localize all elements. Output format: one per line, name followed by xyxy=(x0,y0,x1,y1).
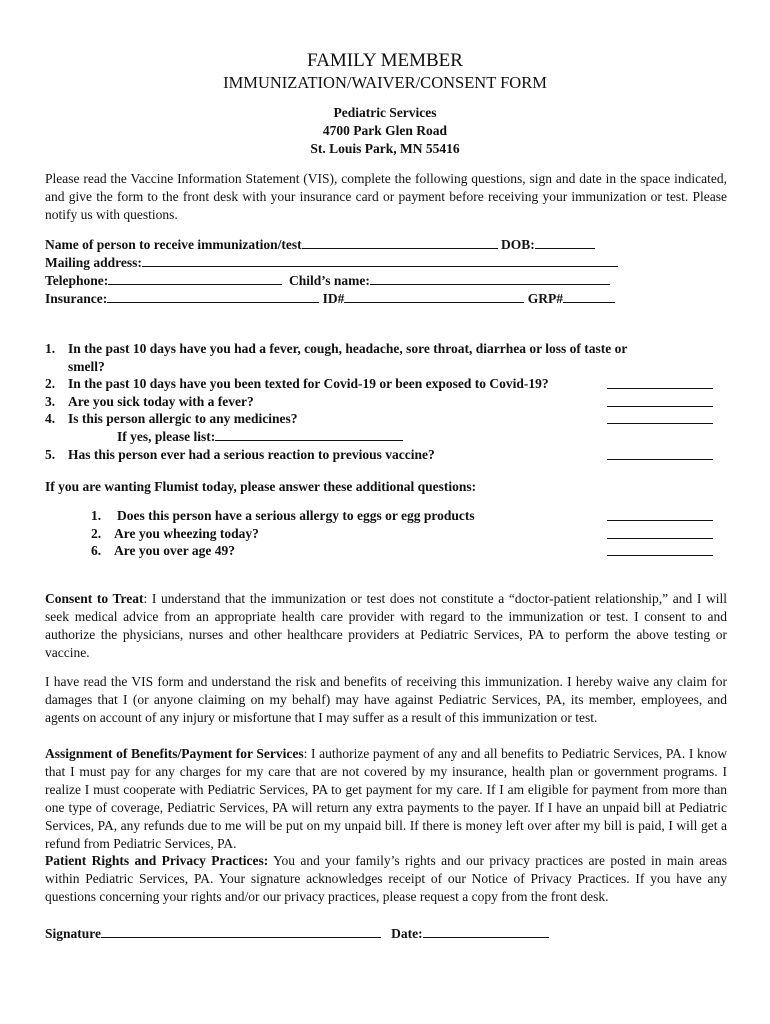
org-name: Pediatric Services xyxy=(333,105,437,120)
telephone-label: Telephone: xyxy=(45,273,109,288)
flumist-question-1: 1. Does this person have a serious allergy to eggs or egg products xyxy=(91,508,475,523)
consent-label: Consent to Treat xyxy=(45,591,144,606)
id-label: ID# xyxy=(322,291,345,306)
waiver-paragraph: I have read the VIS form and understand the risk and benefits of receiving this immunization. I hereby waive any claim for damages that I (or anyone claiming on my behalf) may have against Pediatric Services, PA, its member, employees, and agents on account of any injury or misfortune that I may suffer as a result of this immunization or test. xyxy=(45,674,727,725)
name-label: Name of person to receive immunization/test xyxy=(45,237,302,252)
intro-paragraph: Please read the Vaccine Information Statement (VIS), complete the following questions, sign and date in the space indicated, and give the form to the front desk with your insurance card or payment before receiving your immunization or test. Please notify us with questions. xyxy=(45,171,727,222)
org-city: St. Louis Park, MN 55416 xyxy=(310,141,460,156)
flumist-question-2-answer[interactable] xyxy=(607,526,713,539)
flumist-question-1-answer[interactable] xyxy=(607,508,713,521)
question-5-answer[interactable] xyxy=(607,447,713,460)
assignment-label: Assignment of Benefits/Payment for Services xyxy=(45,746,304,761)
allergy-list-input[interactable] xyxy=(215,428,403,441)
question-1-continued: smell? xyxy=(68,359,105,374)
child-name-label: Child’s name: xyxy=(289,273,370,288)
question-3: 3. Are you sick today with a fever? xyxy=(45,394,254,409)
signature-row xyxy=(45,925,549,943)
allergy-list-label: If yes, please list: xyxy=(117,429,216,444)
form-title: FAMILY MEMBER xyxy=(307,50,463,71)
privacy-paragraph: Patient Rights and Privacy Practices: You and your family’s rights and our privacy practices are posted in main areas within Pediatric Services, PA. Your signature acknowledges receipt of our Notice of Privacy Practices. If you have any questions concerning your rights and/or our privacy practices, please request a copy from the front desk. xyxy=(45,853,728,904)
question-1: 1. In the past 10 days have you had a fever, cough, headache, sore throat, diarrhea or loss of taste or xyxy=(45,341,628,356)
child-name-input[interactable] xyxy=(370,272,610,285)
signature-label: Signature xyxy=(45,926,102,941)
signature-input[interactable] xyxy=(101,925,381,938)
address-label: Mailing address: xyxy=(45,255,142,270)
flumist-heading: If you are wanting Flumist today, please answer these additional questions: xyxy=(45,479,477,494)
name-field-row xyxy=(45,236,595,254)
form-subtitle: IMMUNIZATION/WAIVER/CONSENT FORM xyxy=(223,73,547,92)
flumist-question-3-answer[interactable] xyxy=(607,543,713,556)
question-4: 4. Is this person allergic to any medicines? xyxy=(45,411,298,426)
address-input[interactable] xyxy=(142,254,618,267)
question-5: 5. Has this person ever had a serious reaction to previous vaccine? xyxy=(45,447,435,462)
name-input[interactable] xyxy=(302,236,498,249)
telephone-field-row xyxy=(45,272,610,290)
flumist-question-3: 6. Are you over age 49? xyxy=(91,543,235,558)
assignment-paragraph: Assignment of Benefits/Payment for Services: I authorize payment of any and all benefits to Pediatric Services, PA. I know that I must pay for any charges for my care that are not covered by my insurance, health plan or government programs. I realize I must cooperate with Pediatric Services, PA to get payment for my care. If I am eligible for payment from more than one type of coverage, Pediatric Services, PA will return any extra payments to the payer. If I have an unpaid bill at Pediatric Services, PA, any refunds due to me will be put on my unpaid bill. If there is money left over after my bill is paid, I will get a refund from Pediatric Services, PA. xyxy=(45,746,727,851)
insurance-input[interactable] xyxy=(107,290,319,303)
flumist-question-2: 2. Are you wheezing today? xyxy=(91,526,259,541)
allergy-list-row xyxy=(117,428,403,446)
consent-paragraph: Consent to Treat: I understand that the immunization or test does not constitute a “doctor-patient relationship,” and I will seek medical advice from an appropriate health care provider with regard to the immunization or test. I consent to and authorize the physicians, nurses and other healthcare providers at Pediatric Services, PA to perform the above testing or vaccine. xyxy=(45,591,727,660)
dob-label: DOB: xyxy=(500,237,535,252)
grp-input[interactable] xyxy=(563,290,615,303)
grp-label: GRP# xyxy=(527,291,564,306)
question-2-answer[interactable] xyxy=(607,376,713,389)
date-label: Date: xyxy=(391,926,423,941)
insurance-field-row xyxy=(45,290,615,308)
question-3-answer[interactable] xyxy=(607,394,713,407)
question-2: 2. In the past 10 days have you been texted for Covid-19 or been exposed to Covid-19? xyxy=(45,376,549,391)
address-field-row xyxy=(45,254,618,272)
date-input[interactable] xyxy=(423,925,549,938)
insurance-label: Insurance: xyxy=(45,291,108,306)
dob-input[interactable] xyxy=(535,236,595,249)
org-street: 4700 Park Glen Road xyxy=(322,123,448,138)
telephone-input[interactable] xyxy=(108,272,282,285)
privacy-label: Patient Rights and Privacy Practices: xyxy=(45,853,269,868)
id-input[interactable] xyxy=(344,290,524,303)
question-4-answer[interactable] xyxy=(607,411,713,424)
